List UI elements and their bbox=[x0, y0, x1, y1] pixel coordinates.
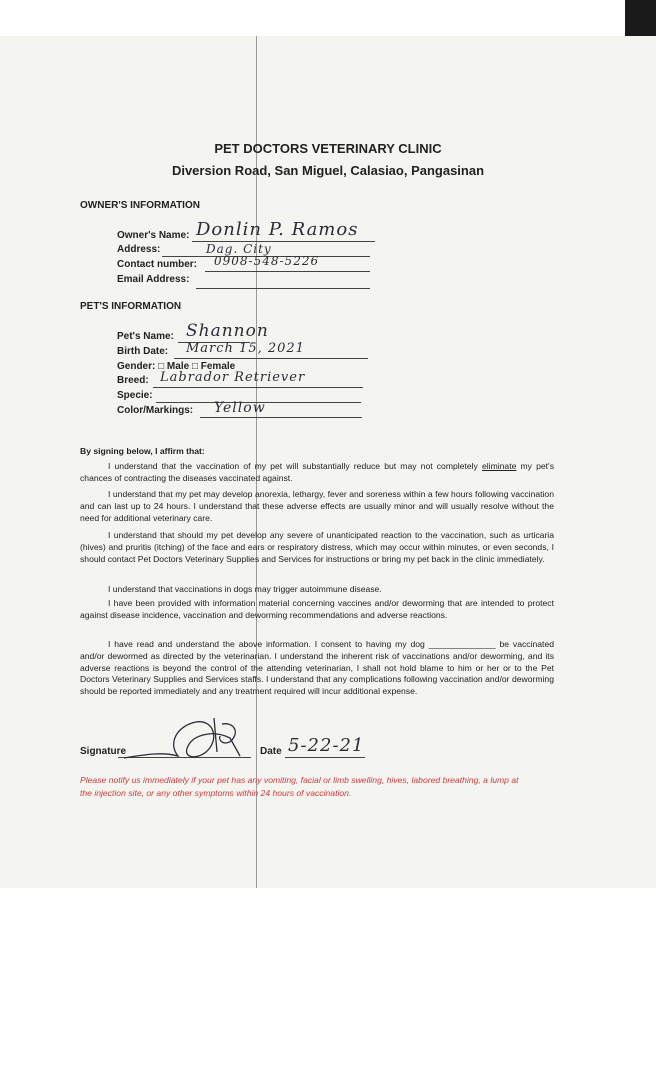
bottom-margin bbox=[0, 888, 656, 1080]
pet-name-label: Pet's Name: bbox=[117, 331, 174, 342]
date-line bbox=[285, 757, 365, 758]
clinic-address: Diversion Road, San Miguel, Calasiao, Pangasinan bbox=[171, 163, 485, 178]
clinic-name: PET DOCTORS VETERINARY CLINIC bbox=[214, 141, 442, 156]
breed-value: Labrador Retriever bbox=[160, 370, 306, 385]
post-vaccination-notice: Please notify us immediately if your pet has any vomiting, facial or limb swelling, hives, labored breathing, a lump at the injection site, or any other symptoms within 24 hours of vaccination. bbox=[80, 775, 519, 798]
color-line bbox=[200, 417, 362, 418]
consent-paragraph-4: I understand that vaccinations in dogs may trigger autoimmune disease. bbox=[108, 584, 382, 594]
contact-line bbox=[205, 271, 370, 272]
owner-name-label: Owner's Name: bbox=[117, 230, 190, 241]
email-label: Email Address: bbox=[117, 274, 190, 285]
address-label: Address: bbox=[117, 244, 161, 255]
email-line bbox=[196, 288, 370, 289]
specie-label: Specie: bbox=[117, 390, 153, 401]
color-label: Color/Markings: bbox=[117, 405, 194, 416]
birth-date-value: March 15, 2021 bbox=[186, 341, 305, 356]
color-value: Yellow bbox=[214, 400, 266, 416]
contact-label: Contact number: bbox=[117, 259, 197, 270]
consent-paragraph-1: I understand that the vaccination of my pet will substantially reduce but may not completely eliminate my pet's chances of contracting the diseases vaccinated against. bbox=[80, 461, 554, 483]
consent-paragraph-6: I have read and understand the above information. I consent to having my dog ______________ be vaccinated and/or dewormed as directed by the veterinarian. I understand the inherent risk of vaccinations and/or deworming, and its adverse reactions is beyond the control of the attending veterinarian, I shall not hold blame to him or her or to the Pet Doctors Veterinary Supplies and Services staffs. I understand that any complications following vaccination and/or deworming should be reported immediately and any treatment required will incur additional expense. bbox=[80, 639, 554, 697]
owner-section-heading: OWNER'S INFORMATION bbox=[80, 200, 200, 211]
contact-value: 0908-548-5226 bbox=[214, 254, 320, 268]
signature-scribble bbox=[118, 712, 268, 772]
consent-paragraph-5: I have been provided with information material concerning vaccines and/or deworming that are intended to protect against disease incidence, vaccination and deworming recommendations and adverse reactions. bbox=[80, 598, 554, 620]
signature-label: Signature bbox=[80, 746, 127, 757]
date-value: 5-22-21 bbox=[288, 735, 365, 756]
scanner-edge bbox=[625, 0, 656, 36]
consent-paragraph-2: I understand that my pet may develop anorexia, lethargy, fever and soreness within a few hours following vaccination and can last up to 24 hours. I understand that these adverse effects are usually minor and will usually resolve without the need for additional veterinary care. bbox=[80, 489, 554, 523]
top-margin bbox=[0, 0, 656, 36]
date-label: Date bbox=[260, 746, 282, 757]
pet-name-value: Shannon bbox=[186, 321, 269, 341]
breed-label: Breed: bbox=[117, 375, 149, 386]
owner-name-value: Donlin P. Ramos bbox=[196, 219, 359, 240]
birth-date-line bbox=[174, 358, 368, 359]
pet-section-heading: PET'S INFORMATION bbox=[80, 301, 182, 312]
birth-date-label: Birth Date: bbox=[117, 346, 169, 357]
consent-paragraph-3: I understand that should my pet develop any severe of unanticipated reaction to the vaccination, such as urticaria (hives) and pruritis (itching) of the face and ears or respiratory distress, which may occur within minutes, or even seconds, I should contact Pet Doctors Veterinary Supplies and Services for instructions or bring my pet back in the clinic immediately. bbox=[80, 530, 554, 564]
consent-heading: By signing below, I affirm that: bbox=[80, 446, 205, 456]
gender-label: Gender: □ Male □ Female bbox=[117, 361, 236, 372]
address-value: Dag. City bbox=[206, 242, 272, 256]
breed-line bbox=[153, 387, 363, 388]
